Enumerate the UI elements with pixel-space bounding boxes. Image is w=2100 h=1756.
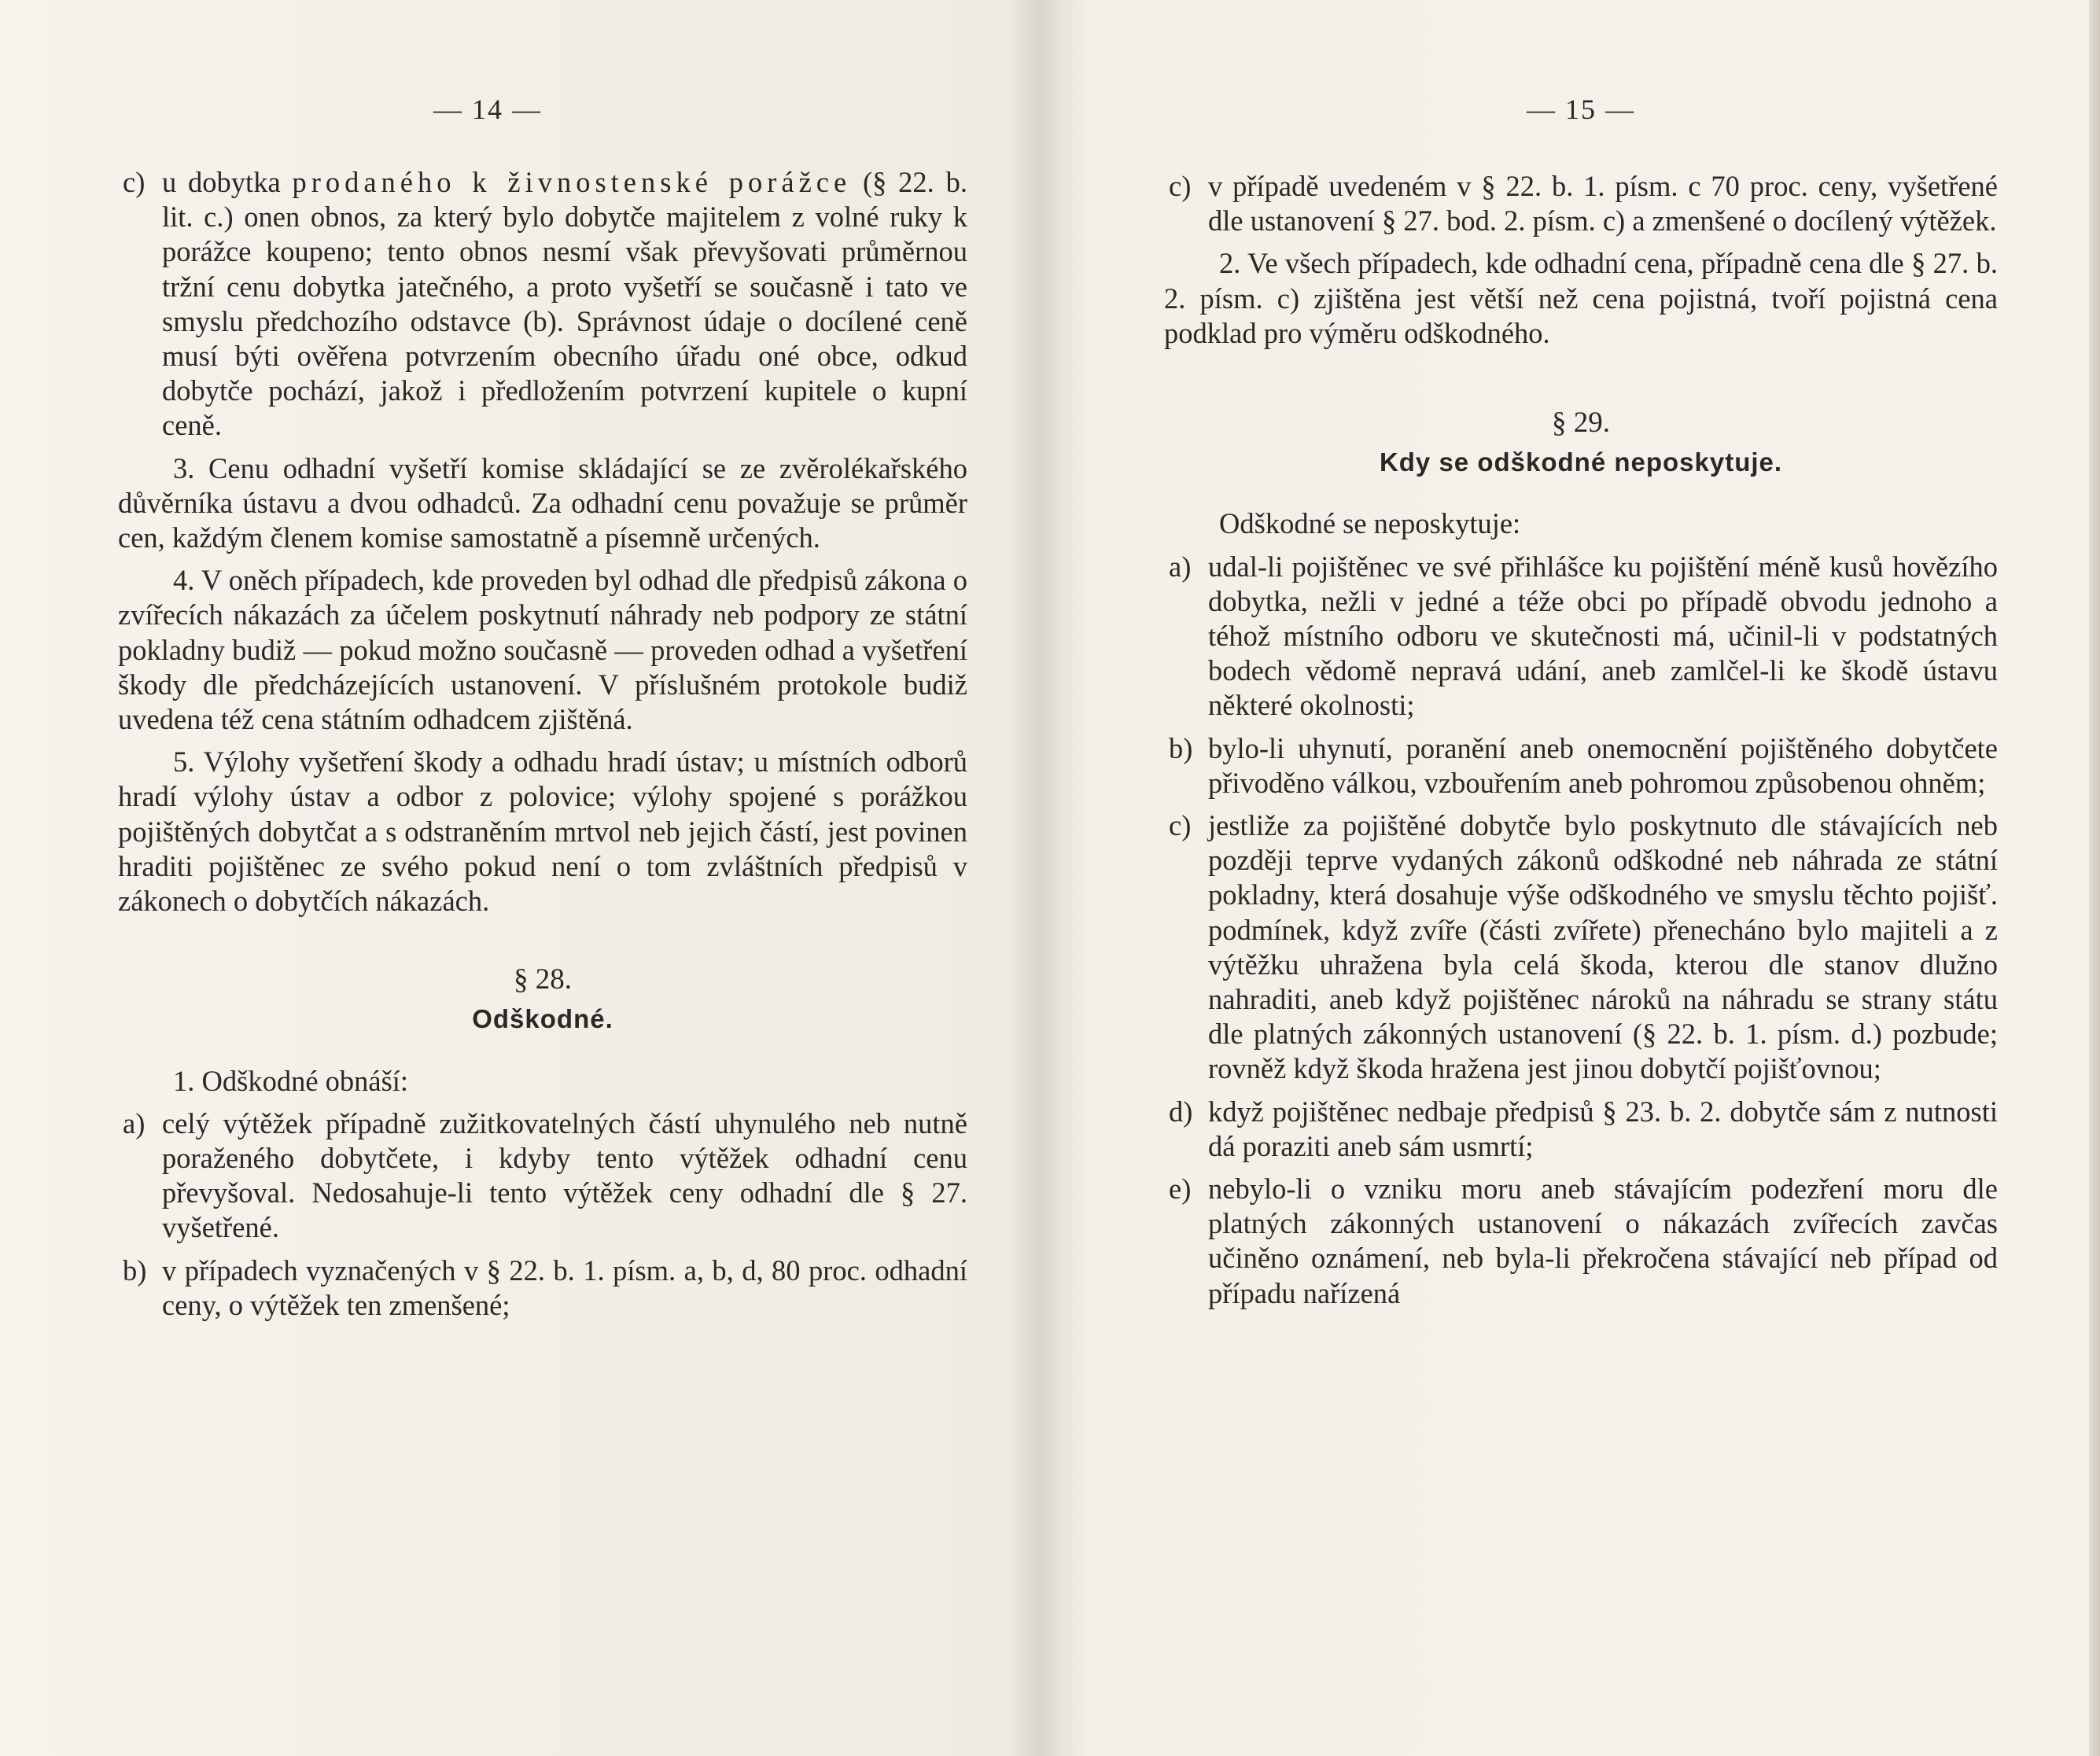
section-number: § 28. — [514, 963, 572, 996]
paragraph-5: 5. Výlohy vyšetření škody a odhadu hradí ústav; u místních odborů hradí výlohy ústav a odbor z polovice; výlohy spojené s porážkou pojištěných dobytčat a s odstraněním mrtvol neb jejich částí, jest povinen hraditi pojištěnec ze svého pokud není o tom zvláštních předpisů v zákonech o dobytčích nákazách. — [118, 745, 967, 918]
paragraph-2: 2. Ve všech případech, kde odhadní cena, případně cena dle § 27. b. 2. písm. c) zjištěna jest větší než cena pojistná, tvoří pojistná cena podklad pro výměru odškodného. — [1164, 247, 1998, 349]
list-item-c — [1164, 169, 1998, 238]
item-label: c) — [1169, 170, 1192, 202]
item-label: b) — [123, 1253, 147, 1287]
paragraph-1: 1. Odškodné obnáší: — [173, 1064, 409, 1097]
item-text: když pojištěnec nedbaje předpisů § 23. b. 2. dobytče sám z nutnosti dá poraziti aneb sám usmrtí; — [1208, 1095, 1998, 1162]
left-page-body — [118, 165, 967, 1331]
item-label: b) — [1169, 731, 1193, 764]
paragraph-3: 3. Cenu odhadní vyšetří komise skládající se ze zvěrolékařského důvěrníka ústavu a dvou odhadců. Za odhadní cenu považuje se průměr cen, každým členem komise samostatně a písemně určených. — [118, 451, 967, 554]
list-item-a — [1164, 550, 1998, 723]
spaced-emphasis: prodaného k živnostenské porážce — [292, 166, 852, 198]
item-text: celý výtěžek případně zužitkovatelných částí uhynulého neb nutně poraženého dobytčete, i kdyby tento výtěžek odhadní cenu převyšoval. Nedosahuje-li tento výtěžek ceny odhadní dle § 27. vyšetřené. — [162, 1106, 967, 1244]
list-item-c2 — [1164, 808, 1998, 1087]
item-label: c) — [1169, 809, 1192, 842]
item-text-part: (§ 22. b. lit. c.) onen obnos, za který bylo dobytče majitelem z volné ruky k porážce koupeno; tento obnos nesmí však převyšovati průměrnou tržní cenu dobytka jatečného, a proto vyšetří se současně i tato ve smyslu předchozího odstavce (b). Správnost údaje o docílené ceně musí býti ověřena potvrzením obecního úřadu oné obce, odkud dobytče pochází, jakož i předložením potvrzení kupitele o kupní ceně. — [162, 166, 967, 442]
list-item-a — [118, 1106, 967, 1246]
list-item-c — [118, 165, 967, 444]
item-label: a) — [123, 1106, 146, 1139]
right-page-body — [1164, 169, 1998, 1319]
right-page — [1164, 0, 1998, 1756]
item-text: v případech vyznačených v § 22. b. 1. písm. a, b, d, 80 proc. odhadní ceny, o výtěžek ten zmenšené; — [162, 1253, 967, 1321]
item-text: udal-li pojištěnec ve své přihlášce ku pojištění méně kusů hovězího dobytka, nežli v jedné a téže obci po případě obvodu jednoho a téhož místního odboru ve skutečnosti má, učinil-li v podstatných bodech vědomě nepravá udání, aneb zamlčel-li ke škodě ústavu některé okolnosti; — [1208, 550, 1998, 722]
list-item-b — [1164, 731, 1998, 801]
item-text — [162, 165, 967, 444]
list-item-d — [1164, 1095, 1998, 1164]
item-label: c) — [123, 166, 146, 198]
left-page — [118, 0, 967, 1756]
page-edge — [2089, 0, 2100, 1756]
section-number: § 29. — [1552, 407, 1610, 440]
item-text: nebylo-li o vzniku moru aneb stávajícím podezření moru dle platných zákonných ustanovení o nákazách zvířecích zavčas učiněno oznámení, neb byla-li překročena stávající neb případ od případu nařízená — [1208, 1173, 1998, 1309]
intro-paragraph: Odškodné se neposkytuje: — [1219, 507, 1521, 540]
item-label: e) — [1169, 1173, 1192, 1206]
item-label: d) — [1169, 1095, 1193, 1128]
item-text-part: u dobytka — [162, 166, 293, 198]
item-text: jestliže za pojištěné dobytče bylo poskytnuto dle stávajících neb později teprve vydaných zákonů odškodné neb náhrada ze státní pokladny, která dosahuje výše odškodného ve smyslu těchto pojišť. podmínek, když zvíře (části zvířete) přenecháno bylo majiteli a z výtěžku uhražena byla celá škoda, kterou dle stanov dlužno nahraditi, aneb když pojištěnec nároků na náhradu se strany státu dle platných zákonných ustanovení (§ 22. b. 1. písm. d.) pozbude; rovněž když škoda hražena jest jinou dobytčí pojišťovnou; — [1208, 809, 1998, 1085]
section-heading: Odškodné. — [472, 1004, 613, 1034]
list-item-e — [1164, 1172, 1998, 1311]
paragraph-4: 4. V oněch případech, kde proveden byl odhad dle předpisů zákona o zvířecích nákazách za účelem poskytnutí náhrady neb podpory ze státní pokladny budiž — pokud možno současně — proveden odhad a vyšetření škody dle předcházejících ustanovení. V příslušném protokole budiž uvedena též cena státním odhadcem zjištěná. — [118, 564, 967, 736]
item-text: bylo-li uhynutí, poranění aneb onemocnění pojištěného dobytčete přivoděno válkou, vzbouřením aneb pohromou způsobenou ohněm; — [1208, 731, 1998, 799]
list-item-b — [118, 1253, 967, 1323]
page-number: — 15 — — [1527, 94, 1635, 125]
item-label: a) — [1169, 550, 1192, 583]
item-text: v případě uvedeném v § 22. b. 1. písm. c 70 proc. ceny, vyšetřené dle ustanovení § 27. bod. 2. písm. c) a zmenšené o docílený výtěžek. — [1208, 170, 1998, 237]
section-heading: Kdy se odškodné neposkytuje. — [1379, 447, 1783, 477]
page-number: — 14 — — [433, 94, 542, 125]
